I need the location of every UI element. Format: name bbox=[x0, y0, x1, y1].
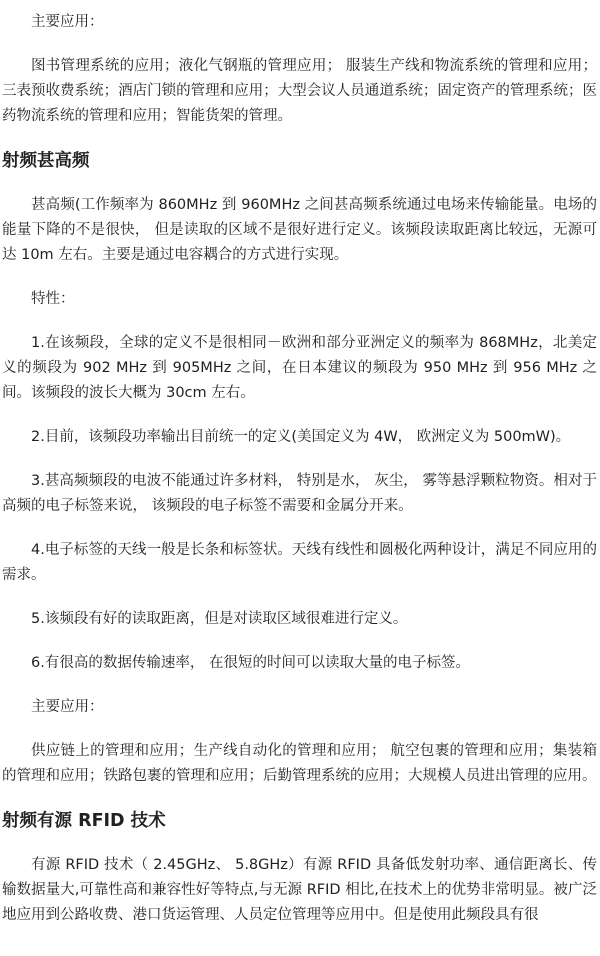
paragraph-uhf-feature-5: 5.该频段有好的读取距离，但是对读取区域很难进行定义。 bbox=[31, 611, 408, 627]
paragraph-uhf-feature-1: 1.在该频段，全球的定义不是很相同－欧洲和部分亚洲定义的频率为 868MHz，北美定义的频段为 902 MHz 到 905MHz 之间，在日本建议的频段为 950 MHz 到 956 MHz 之间。该频段的波长大概为 30cm 左右。 bbox=[2, 335, 597, 401]
paragraph-uhf-feature-6: 6.有很高的数据传输速率， 在很短的时间可以读取大量的电子标签。 bbox=[31, 655, 470, 671]
paragraph-uhf-applications-label: 主要应用： bbox=[31, 699, 104, 715]
paragraph-active-rfid-intro: 有源 RFID 技术（ 2.45GHz、 5.8GHz）有源 RFID 具备低发射功率、通信距离长、传输数据量大,可靠性高和兼容性好等特点,与无源 RFID 相比,在技术上的优势非常明显。被广泛地应用到公路收费、港口货运管理、人员定位管理等应用中。但是使用此频段具有很 bbox=[2, 857, 597, 923]
paragraph-hf-applications-label: 主要应用： bbox=[31, 14, 104, 30]
paragraph-uhf-features-label: 特性： bbox=[31, 291, 75, 307]
paragraph-uhf-feature-2: 2.目前，该频段功率输出目前统一的定义(美国定义为 4W， 欧洲定义为 500mW)。 bbox=[31, 429, 571, 445]
paragraph-uhf-intro: 甚高频(工作频率为 860MHz 到 960MHz 之间甚高频系统通过电场来传输能量。电场的能量下降的不是很快， 但是读取的区域不是很好进行定义。该频段读取距离比较远，无源可达 10m 左右。主要是通过电容耦合的方式进行实现。 bbox=[2, 197, 597, 263]
section-heading-active-rfid: 射频有源 RFID 技术 bbox=[2, 811, 166, 831]
section-heading-uhf: 射频甚高频 bbox=[2, 151, 90, 171]
paragraph-uhf-feature-3: 3.甚高频频段的电波不能通过许多材料， 特别是水， 灰尘， 雾等悬浮颗粒物资。相对于高频的电子标签来说， 该频段的电子标签不需要和金属分开来。 bbox=[2, 473, 597, 514]
paragraph-uhf-applications-list: 供应链上的管理和应用；生产线自动化的管理和应用； 航空包裹的管理和应用；集装箱的管理和应用；铁路包裹的管理和应用；后勤管理系统的应用；大规模人员进出管理的应用。 bbox=[2, 743, 597, 784]
paragraph-uhf-feature-4: 4.电子标签的天线一般是长条和标签状。天线有线性和圆极化两种设计，满足不同应用的需求。 bbox=[2, 542, 597, 583]
paragraph-hf-applications-list: 图书管理系统的应用；液化气钢瓶的管理应用； 服装生产线和物流系统的管理和应用；三表预收费系统；酒店门锁的管理和应用；大型会议人员通道系统；固定资产的管理系统；医药物流系统的管理和应用；智能货架的管理。 bbox=[2, 58, 597, 124]
